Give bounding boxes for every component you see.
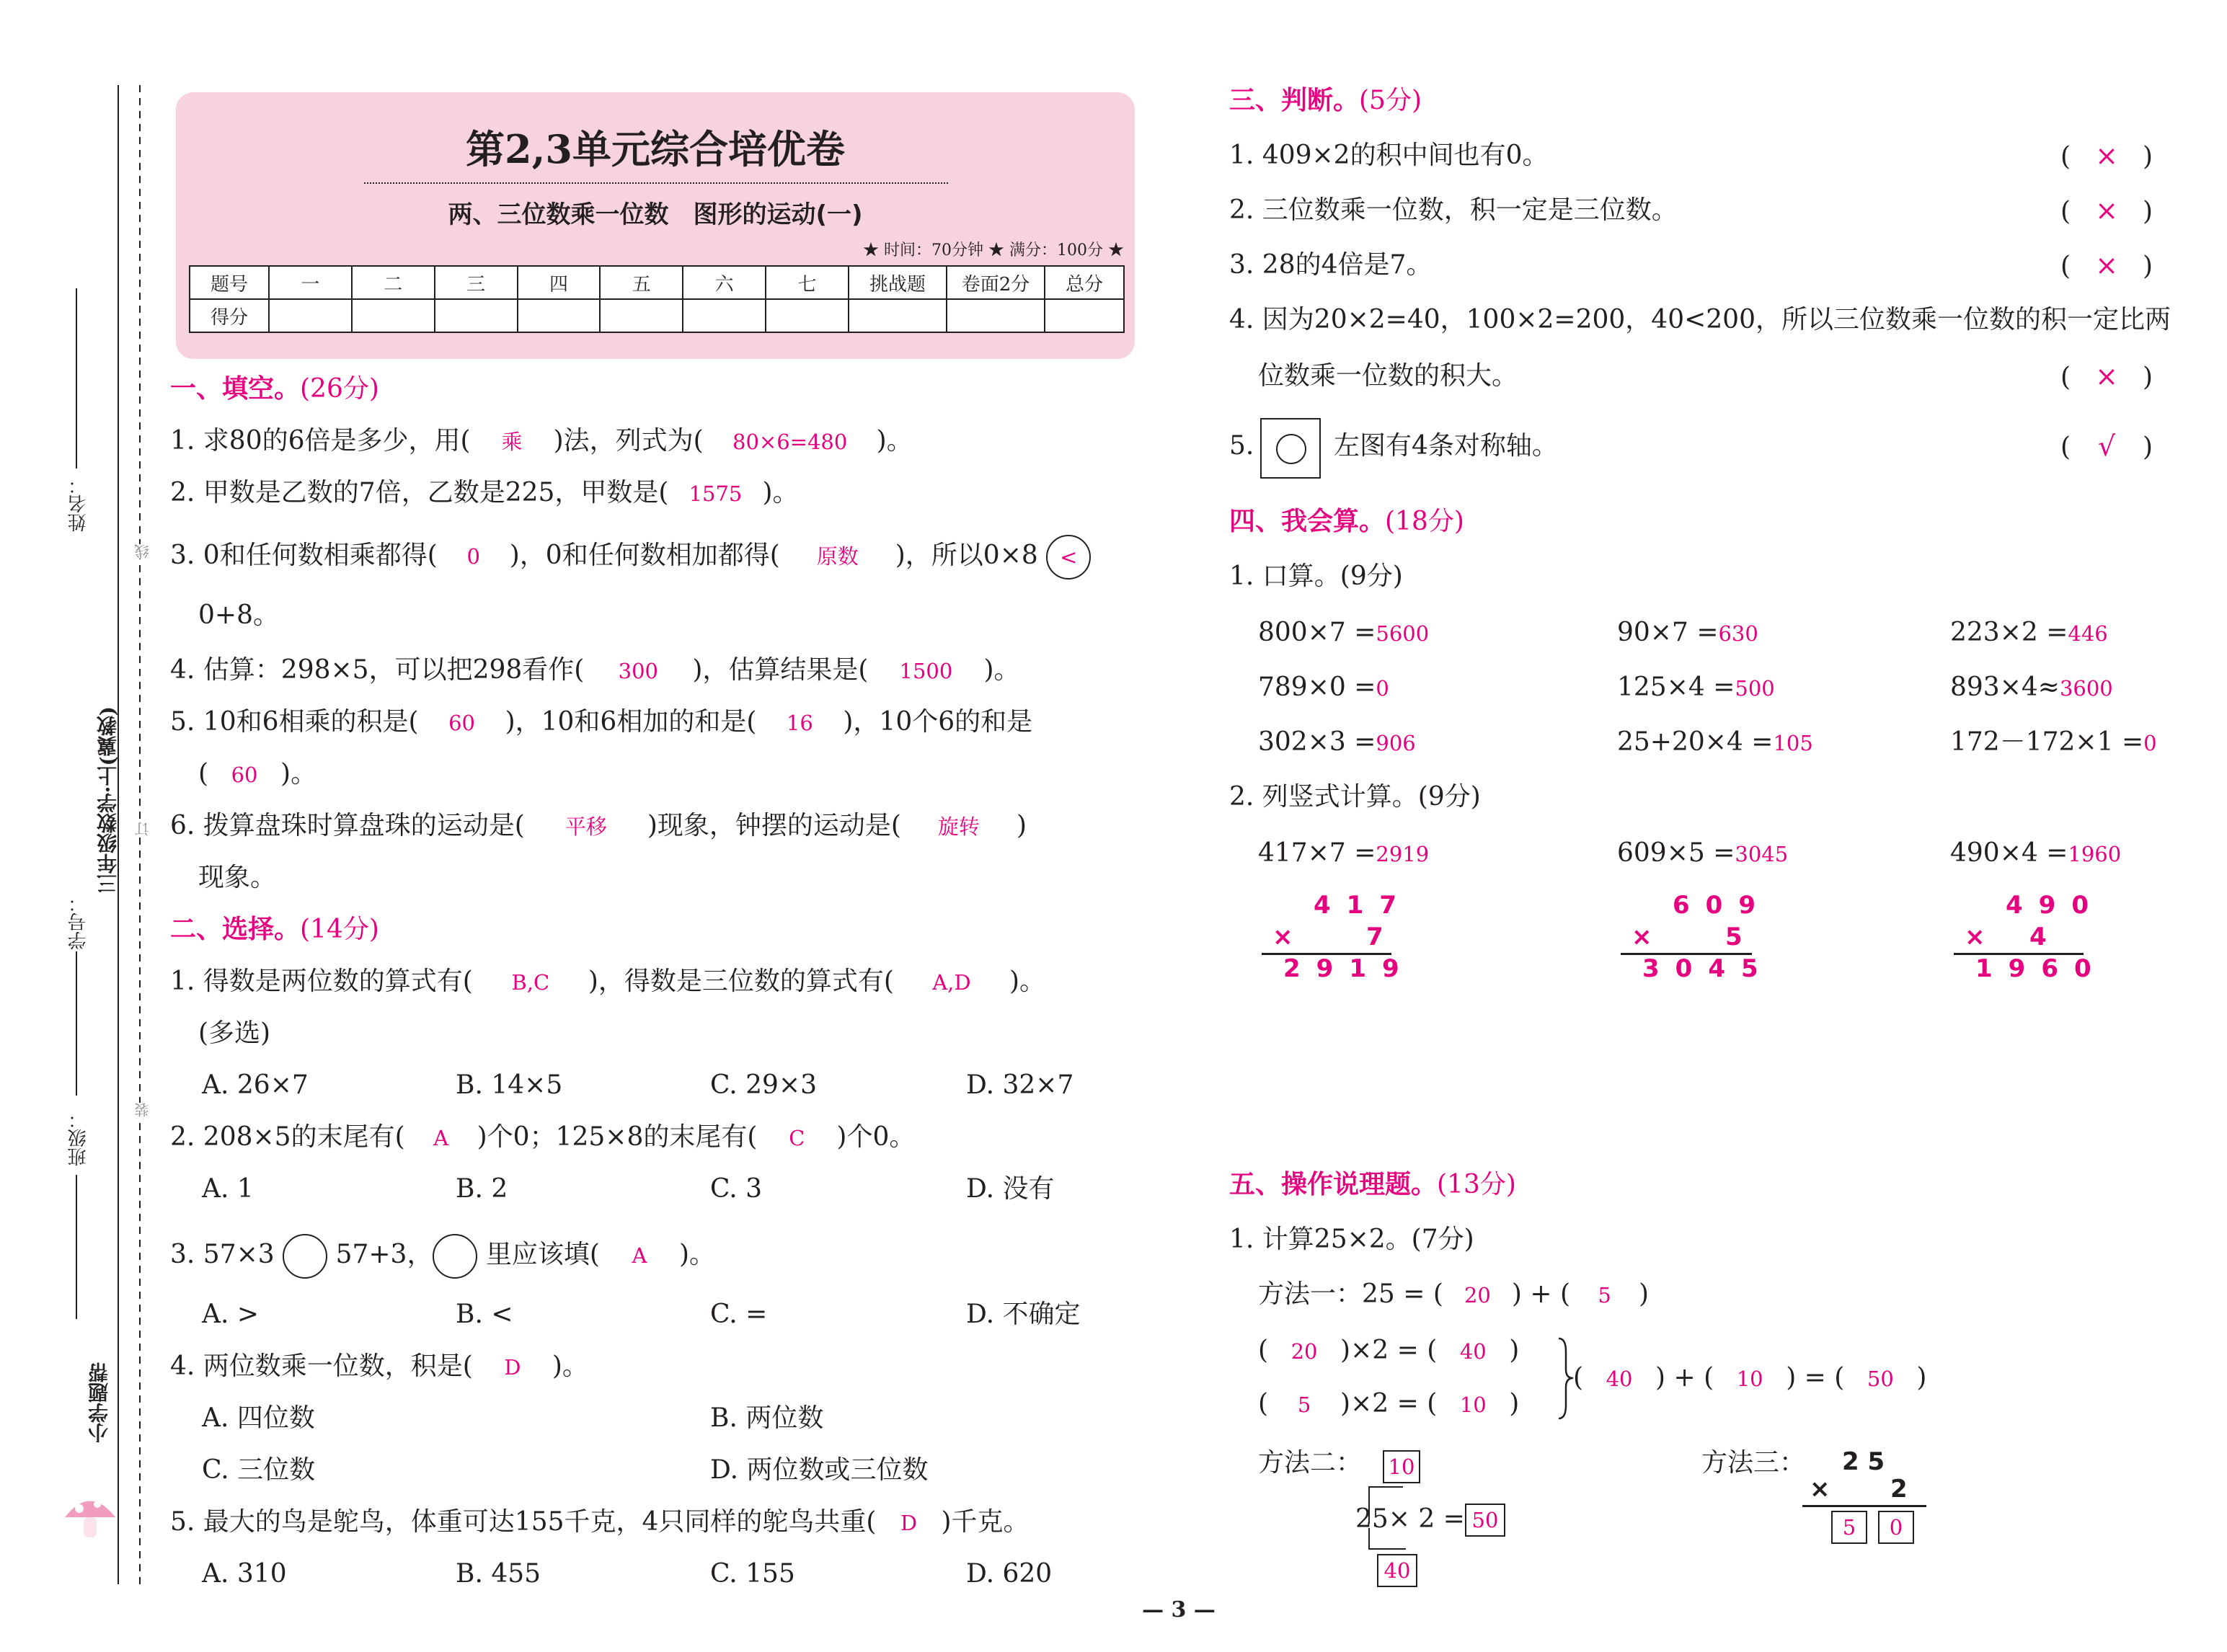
circle-figure-icon (1260, 418, 1321, 479)
section-1-heading: 一、填空。(26分) (170, 374, 379, 404)
option[interactable]: D. 不确定 (966, 1300, 1081, 1329)
score-cell[interactable] (435, 299, 518, 332)
answer: 80×6=480 (732, 430, 848, 454)
judge-mark: × (2095, 249, 2118, 281)
option[interactable]: A. 1 (202, 1174, 254, 1204)
s2-q4: 4. 两位数乘一位数，积是( D )。 (170, 1351, 588, 1383)
answer: 40 (1459, 1339, 1487, 1364)
option[interactable]: D. 没有 (966, 1174, 1055, 1204)
option[interactable]: D. 两位数或三位数 (710, 1455, 929, 1485)
oral-calc: 302×3 =906 (1258, 727, 1416, 757)
answer: 5 (1598, 1283, 1611, 1307)
exam-meta: ★ 时间：70分钟 ★ 满分：100分 ★ (863, 241, 1124, 259)
option[interactable]: B. 2 (456, 1174, 508, 1204)
oral-calc: 25+20×4 =105 (1617, 727, 1813, 757)
s1-q6-cont: 现象。 (198, 863, 277, 892)
judge-mark: × (2095, 140, 2118, 172)
s1-q5-cont: ( 60 )。 (198, 758, 316, 791)
score-header-cell: 三 (435, 266, 518, 299)
vertical-top: 490 (2006, 891, 2104, 920)
answer: 20 (1464, 1283, 1491, 1307)
judge-paren: ( × ) (2060, 195, 2153, 226)
mushroom-logo-icon (58, 1481, 123, 1546)
method-one: 方法一：25 = ( 20 ) + ( 5 ) (1258, 1279, 1649, 1311)
judge-mark: √ (2097, 430, 2116, 462)
binding-char-bind: 装 (132, 1103, 153, 1117)
s4-sub2: 2. 列竖式计算。(9分) (1229, 782, 1481, 812)
class-label: 班级： (68, 1110, 89, 1166)
option[interactable]: A. 310 (202, 1559, 287, 1589)
answer: 40 (1606, 1367, 1633, 1391)
method-two-bottom-box: 40 (1377, 1554, 1417, 1587)
score-cell[interactable] (947, 299, 1045, 332)
score-table (189, 265, 1125, 333)
answer: 5 (1297, 1393, 1311, 1417)
binding-char-line: 线 (132, 544, 153, 559)
judge-paren: ( × ) (2060, 140, 2153, 172)
method-two-label: 方法二： (1258, 1448, 1363, 1478)
compare-circle-icon (283, 1234, 327, 1279)
s3-item-cont: 位数乘一位数的积大。 (1258, 361, 1518, 391)
score-header-cell: 挑战题 (849, 266, 947, 299)
method-three-box: 0 (1878, 1511, 1914, 1544)
answer: 50 (1867, 1367, 1894, 1391)
vertical-top: 609 (1673, 891, 1771, 920)
section-5-heading: 五、操作说理题。(13分) (1229, 1170, 1516, 1199)
method-three-rule (1802, 1505, 1926, 1507)
score-cell[interactable] (352, 299, 435, 332)
answer: 16 (786, 711, 813, 735)
answer: 60 (231, 763, 258, 787)
s2-q1-note: (多选) (198, 1018, 271, 1048)
method-two-expr: 25× 2 = (1355, 1504, 1465, 1534)
answer: D (900, 1511, 918, 1535)
answer: A (433, 1126, 449, 1150)
score-cell[interactable] (849, 299, 947, 332)
option[interactable]: B. 14×5 (456, 1070, 563, 1100)
option[interactable]: D. 32×7 (966, 1070, 1074, 1100)
answer: A,D (932, 970, 971, 995)
method-two-bracket-low (1368, 1528, 1406, 1550)
oral-calc: 90×7 =630 (1617, 618, 1758, 647)
student-id-label: 学号： (68, 894, 89, 950)
s2-q1: 1. 得数是两位数的算式有( B,C )，得数是三位数的算式有( A,D )。 (170, 966, 1045, 998)
compare-circle: < (1046, 535, 1091, 579)
option[interactable]: D. 620 (966, 1559, 1053, 1589)
option[interactable]: B. < (456, 1300, 513, 1329)
answer: 0 (466, 544, 480, 569)
judge-paren: ( √ ) (2060, 430, 2153, 462)
vertical-result: 1960 (1975, 954, 2107, 983)
section-2-heading: 二、选择。(14分) (170, 915, 379, 944)
page-title: 第2,3单元综合培优卷 (466, 126, 845, 172)
option[interactable]: C. 29×3 (710, 1070, 818, 1100)
s1-q3: 3. 0和任何数相乘都得( 0 )，0和任何数相加都得( 原数 )，所以0×8 < (170, 535, 1091, 579)
oral-calc: 172－172×1 =0 (1950, 727, 2157, 757)
vertical-mult: 4 (2029, 923, 2063, 951)
s3-item: 3. 28的4倍是7。 (1229, 250, 1433, 280)
option[interactable]: C. = (710, 1300, 768, 1329)
s5-q1: 1. 计算25×2。(7分) (1229, 1225, 1474, 1254)
s1-q2: 2. 甲数是乙数的7倍，乙数是225，甲数是( 1575 )。 (170, 477, 799, 510)
score-cell[interactable] (269, 299, 352, 332)
option[interactable]: A. 四位数 (202, 1403, 315, 1433)
score-header-cell: 六 (683, 266, 766, 299)
score-header-cell: 一 (269, 266, 352, 299)
score-header-cell: 七 (766, 266, 849, 299)
judge-paren: ( × ) (2060, 249, 2153, 281)
s1-q1: 1. 求80的6倍是多少，用( 乘 )法，列式为( 80×6=480 )。 (170, 425, 913, 458)
title-divider (364, 182, 948, 184)
judge-mark: × (2095, 195, 2118, 226)
vertical-mult: 5 (1725, 923, 1758, 951)
vertical-result: 2919 (1283, 954, 1415, 983)
method-two-top-box: 10 (1383, 1450, 1420, 1483)
score-cell[interactable] (600, 299, 683, 332)
score-cell[interactable] (518, 299, 601, 332)
s1-q6: 6. 拨算盘珠时算盘珠的运动是( 平移 )现象，钟摆的运动是( 旋转 ) (170, 810, 1027, 843)
option[interactable]: A. > (202, 1300, 260, 1329)
answer: B,C (511, 970, 550, 995)
answer: 300 (618, 659, 659, 683)
answer: 10 (1459, 1393, 1487, 1417)
compare-circle-icon (433, 1234, 477, 1279)
method-three-mult: 2 (1890, 1475, 1908, 1504)
oral-calc: 223×2 =446 (1950, 618, 2108, 647)
s1-q4: 4. 估算：298×5，可以把298看作( 300 )，估算结果是( 1500 )。 (170, 654, 1019, 687)
method-three-top: 2 5 (1842, 1447, 1885, 1476)
s3-item: 左图有4条对称轴。 (1334, 431, 1558, 461)
score-cell[interactable] (683, 299, 766, 332)
option[interactable]: C. 155 (710, 1559, 795, 1589)
vertical-op: × (1272, 923, 1309, 951)
s2-q3: 3. 57×3 57+3， 里应该填( A )。 (170, 1234, 715, 1279)
s1-q5: 5. 10和6相乘的积是( 60 )，10和6相加的和是( 16 )，10个6的和是 (170, 706, 1032, 739)
oral-calc: 789×0 =0 (1258, 672, 1389, 702)
method-three-label: 方法三： (1701, 1448, 1806, 1478)
s2-q5: 5. 最大的鸟是鸵鸟，体重可达155千克，4只同样的鸵鸟共重( D )千克。 (170, 1506, 1030, 1539)
grade-book-label: 三年级数学·上(冀教) (96, 706, 120, 894)
answer: 1575 (689, 481, 743, 506)
answer: D (504, 1355, 521, 1380)
option[interactable]: C. 三位数 (202, 1455, 316, 1485)
class-underline (76, 1175, 77, 1319)
option[interactable]: A. 26×7 (202, 1070, 309, 1100)
vertical-op: × (1965, 923, 2001, 951)
answer: 20 (1290, 1339, 1318, 1364)
name-underline (76, 288, 77, 468)
subtitle: 两、三位数乘一位数 图形的运动(一) (448, 200, 863, 229)
score-header-cell: 二 (352, 266, 435, 299)
answer: 乘 (501, 430, 523, 454)
oral-calc: 893×4≈3600 (1950, 672, 2113, 702)
vertical-calc-label: 417×7 =2919 (1258, 838, 1430, 868)
vertical-result: 3045 (1642, 954, 1774, 983)
answer: 1500 (899, 659, 953, 683)
answer: 平移 (565, 814, 607, 839)
score-cell[interactable] (1045, 299, 1124, 332)
s3-item: 4. 因为20×2=40，100×2=200，40<200，所以三位数乘一位数的积一定比两 (1229, 305, 2171, 334)
answer: 10 (1736, 1367, 1763, 1391)
method-two-result-box: 50 (1465, 1504, 1505, 1537)
logo-text: 小学题帮 (87, 1362, 111, 1443)
score-row-label: 得分 (190, 299, 269, 332)
option[interactable]: B. 455 (456, 1559, 541, 1589)
s3-item: 2. 三位数乘一位数，积一定是三位数。 (1229, 195, 1678, 225)
s2-q2: 2. 208×5的末尾有( A )个0；125×8的末尾有( C )个0。 (170, 1122, 915, 1154)
answer: 旋转 (937, 814, 980, 839)
score-header-cell: 五 (600, 266, 683, 299)
section-3-heading: 三、判断。(5分) (1229, 86, 1422, 115)
method-one-row1: ( 20 )×2 = ( 40 ) (1258, 1335, 1519, 1367)
s3-item: 5. (1229, 431, 1254, 461)
section-4-heading: 四、我会算。(18分) (1229, 507, 1464, 536)
method-three-box: 5 (1831, 1511, 1867, 1544)
score-header-cell: 总分 (1045, 266, 1124, 299)
answer: 原数 (816, 544, 859, 569)
answer: C (789, 1126, 805, 1150)
method-one-row2: ( 5 )×2 = ( 10 ) (1258, 1388, 1519, 1421)
judge-paren: ( × ) (2060, 360, 2153, 392)
answer: 60 (448, 711, 476, 735)
method-one-sum: ( 40 ) + ( 10 ) = ( 50 ) (1573, 1362, 1926, 1395)
method-three-op: × (1810, 1475, 1830, 1504)
score-header-cell: 卷面2分 (947, 266, 1045, 299)
option[interactable]: B. 两位数 (710, 1403, 824, 1433)
id-underline (76, 951, 77, 1096)
oral-calc: 125×4 =500 (1617, 672, 1775, 702)
score-cell[interactable] (766, 299, 849, 332)
score-header-cell: 题号 (190, 266, 269, 299)
oral-calc: 800×7 =5600 (1258, 618, 1430, 647)
binding-char-staple: 订 (132, 822, 153, 836)
vertical-top: 417 (1314, 891, 1412, 920)
s4-sub1: 1. 口算。(9分) (1229, 561, 1403, 591)
s3-item: 1. 409×2的积中间也有0。 (1229, 141, 1549, 170)
page-number: — 3 — (1142, 1597, 1216, 1622)
option[interactable]: C. 3 (710, 1174, 763, 1204)
answer: A (632, 1243, 647, 1268)
vertical-mult: 7 (1366, 923, 1399, 951)
vertical-calc-label: 609×5 =3045 (1617, 838, 1789, 868)
judge-mark: × (2095, 360, 2118, 392)
s1-q3-cont: 0+8。 (198, 600, 279, 630)
score-header-cell: 四 (518, 266, 601, 299)
vertical-op: × (1631, 923, 1668, 951)
name-label: 姓名： (68, 476, 89, 532)
vertical-calc-label: 490×4 =1960 (1950, 838, 2122, 868)
